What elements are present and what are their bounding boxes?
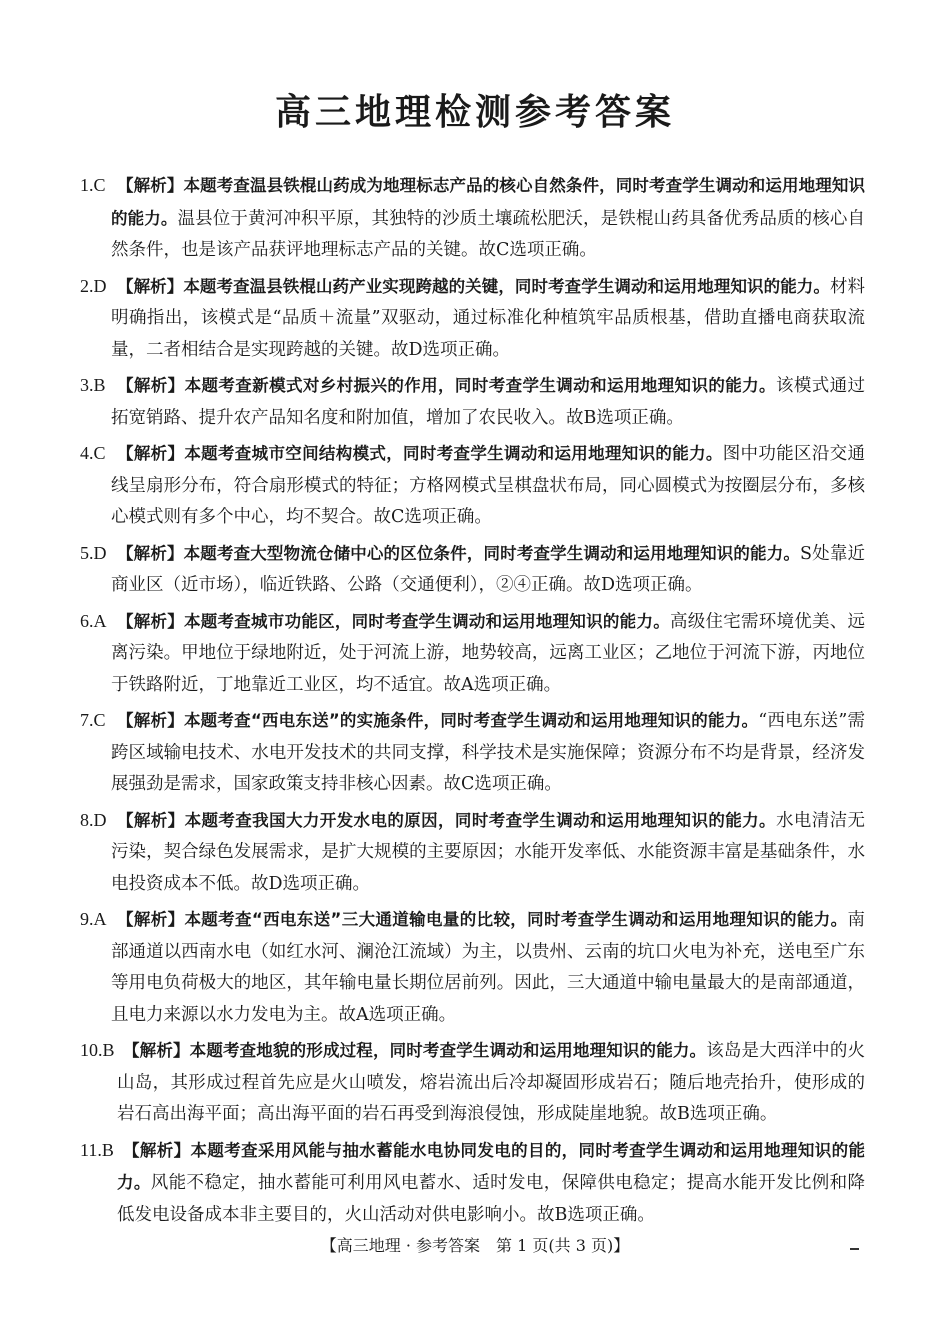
analysis-tag: 【解析】	[117, 611, 185, 631]
analysis-tag: 【解析】	[117, 910, 185, 929]
page-footer: 【高三地理 · 参考答案 第 1 页(共 3 页)】	[320, 1236, 630, 1255]
answer-item	[80, 271, 865, 367]
answer-lead: 本题考查城市空间结构模式，同时考查学生调动和运用地理知识的能力。	[184, 444, 723, 463]
answer-number: 1.C	[80, 175, 106, 195]
answer-body: S处靠近商业区（近市场），临近铁路、公路（交通便利），②④正确。故D选项正确。	[111, 543, 865, 595]
analysis-tag: 【解析】	[117, 543, 184, 563]
answer-lead: 本题考查“西电东送”的实施条件，同时考查学生调动和运用地理知识的能力。	[183, 711, 759, 730]
answer-body: 风能不稳定，抽水蓄能可利用风电蓄水、适时发电，保障供电稳定；提高水能开发比例和降低发电设备成本非主要目的，火山活动对供电影响小。故B选项正确。	[117, 1173, 865, 1225]
answer-body: 高级住宅需环境优美、远离污染。甲地位于绿地附近，处于河流上游，地势较高，远离工业区；乙地位于河流下游，丙地位于铁路附近，丁地靠近工业区，均不适宜。故A选项正确。	[111, 611, 866, 695]
answer-lead: 本题考查温县铁棍山药成为地理标志产品的核心自然条件，同时考查学生调动和运用地理知识的能力。	[111, 176, 865, 228]
answer-number: 11.B	[80, 1139, 114, 1160]
answer-list	[80, 170, 865, 1235]
answer-number: 7.C	[80, 710, 106, 730]
analysis-tag: 【解析】	[117, 711, 184, 730]
answer-number: 2.D	[80, 275, 107, 296]
analysis-tag: 【解析】	[123, 1140, 191, 1160]
page-title: 高三地理检测参考答案	[274, 92, 675, 133]
answer-number: 3.B	[80, 375, 106, 395]
analysis-tag: 【解析】	[117, 176, 184, 195]
answer-item	[80, 370, 865, 434]
answer-lead: 本题考查我国大力开发水电的原因，同时考查学生调动和运用地理知识的能力。	[184, 810, 776, 830]
answer-number: 10.B	[80, 1040, 115, 1060]
answer-number: 6.A	[80, 610, 107, 631]
answer-body: 该岛是大西洋中的火山岛，其形成过程首先应是火山喷发，熔岩流出后冷却凝固形成岩石；随后地壳抬升，使形成的岩石高出海平面；高出海平面的岩石再受到海浪侵蚀，形成陡崖地貌。故B选项正确。	[117, 1041, 866, 1124]
answer-body: 水电清洁无污染，契合绿色发展需求，是扩大规模的主要原因；水能开发率低、水能资源丰富是基础条件，水电投资成本不低。故D选项正确。	[111, 810, 866, 894]
answer-number: 8.D	[80, 809, 107, 830]
answer-lead: 本题考查“西电东送”三大通道输电量的比较，同时考查学生调动和运用地理知识的能力。	[184, 910, 848, 929]
analysis-tag: 【解析】	[117, 810, 185, 830]
analysis-tag: 【解析】	[123, 1041, 190, 1060]
answer-number: 4.C	[80, 443, 106, 463]
answer-item	[80, 438, 865, 534]
answer-item	[80, 606, 865, 702]
answer-lead: 本题考查城市功能区，同时考查学生调动和运用地理知识的能力。	[184, 611, 670, 631]
answer-body: 温县位于黄河冲积平原，其独特的沙质土壤疏松肥沃，是铁棍山药具备优秀品质的核心自然条件，也是该产品获评地理标志产品的关键。故C选项正确。	[111, 208, 866, 260]
analysis-tag: 【解析】	[117, 444, 185, 463]
answer-item	[80, 805, 865, 901]
answer-lead: 本题考查地貌的形成过程，同时考查学生调动和运用地理知识的能力。	[189, 1041, 707, 1060]
answer-body: “西电东送”需跨区域输电技术、水电开发技术的共同支撑，科学技术是实施保障；资源分布不均是背景，经济发展强劲是需求，国家政策支持非核心因素。故C选项正确。	[111, 711, 865, 794]
answer-lead: 本题考查大型物流仓储中心的区位条件，同时考查学生调动和运用地理知识的能力。	[183, 543, 801, 563]
answer-item	[80, 1035, 865, 1131]
answer-item	[80, 705, 865, 801]
analysis-tag: 【解析】	[117, 276, 184, 296]
answer-lead: 本题考查采用风能与抽水蓄能水电协同发电的目的，同时考查学生调动和运用地理知识的能力。	[117, 1140, 866, 1192]
answer-item	[80, 1135, 865, 1232]
answer-item	[80, 538, 865, 602]
answer-lead: 本题考查温县铁棍山药产业实现跨越的关键，同时考查学生调动和运用地理知识的能力。	[183, 276, 830, 296]
answer-item	[80, 170, 865, 267]
answer-body: 材料明确指出，该模式是“品质＋流量”双驱动，通过标准化种植筑牢品质根基，借助直播电商获取流量，二者相结合是实现跨越的关键。故D选项正确。	[111, 276, 866, 360]
corner-mark	[850, 1248, 859, 1250]
answer-body: 该模式通过拓宽销路、提升农产品知名度和附加值，增加了农民收入。故B选项正确。	[111, 376, 866, 428]
answer-body: 图中功能区沿交通线呈扇形分布，符合扇形模式的特征；方格网模式呈棋盘状布局，同心圆模式为按圈层分布，多核心模式则有多个中心，均不契合。故C选项正确。	[111, 444, 866, 527]
answer-number: 5.D	[80, 542, 107, 563]
answer-lead: 本题考查新模式对乡村振兴的作用，同时考查学生调动和运用地理知识的能力。	[184, 376, 776, 395]
answer-item	[80, 904, 865, 1031]
answer-number: 9.A	[80, 909, 107, 929]
analysis-tag: 【解析】	[117, 376, 185, 395]
answer-body: 南部通道以西南水电（如红水河、澜沧江流域）为主，以贵州、云南的坑口火电为补充，送电至广东等用电负荷极大的地区，其年输电量长期位居前列。因此，三大通道中输电量最大的是南部通道，且电力来源以水力发电为主。故A选项正确。	[111, 910, 865, 1025]
